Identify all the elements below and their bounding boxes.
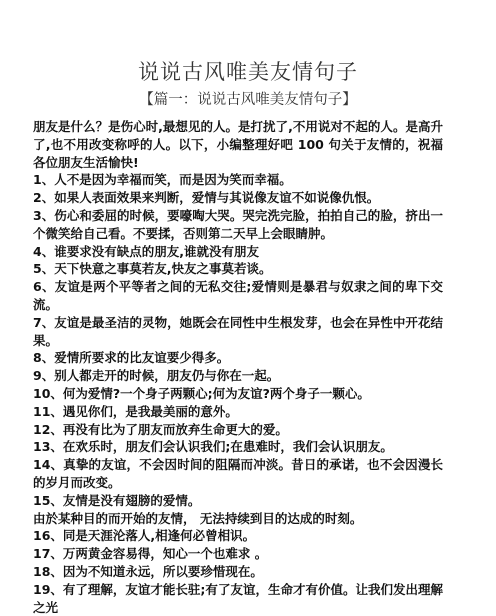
list-item: 17、万两黄金容易得，知心一个也难求 。	[33, 546, 268, 562]
list-item: 11、遇见你们，是我最美丽的意外。	[33, 403, 238, 419]
list-item: 由於某种目的而开始的友情， 无法持续到目的达成的时刻。	[33, 510, 363, 526]
list-item: 4、谁要求没有缺点的朋友,谁就没有朋友	[33, 243, 259, 259]
list-item: 19、有了理解，友谊才能长驻;有了友谊，生命才有价值。让我们发出理解之光	[33, 581, 443, 615]
list-item: 6、友谊是两个平等者之间的无私交往;爱情则是暴君与奴隶之间的卑下交流。	[33, 279, 443, 312]
list-item: 1、人不是因为幸福而笑，而是因为笑而幸福。	[33, 172, 292, 188]
list-item: 10、何为爱情?一个身子两颗心;何为友谊?两个身子一颗心。	[33, 385, 370, 401]
intro-paragraph: 朋友是什么？是伤心时,最想见的人。是打扰了,不用说对不起的人。是高升了,也不用改变称呼的人。以下，小编整理好吧 100 句关于友情的，祝福各位朋友生活愉快!	[33, 119, 443, 170]
list-item: 9、别人都走开的时候，朋友仍与你在一起。	[33, 368, 280, 384]
page-title: 说说古风唯美友情句子	[138, 60, 358, 84]
list-item: 14、真挚的友谊，不会因时间的阻隔而冲淡。昔日的承诺，也不会因漫长的岁月而改变。	[33, 457, 443, 490]
list-item: 16、同是天涯沦落人,相逢何必曾相识。	[33, 528, 256, 544]
list-item: 18、因为不知道永远，所以要珍惜现在。	[33, 563, 263, 579]
list-item: 2、如果人表面效果来判断，爱情与其说像友谊不如说像仇恨。	[33, 190, 380, 206]
list-item: 5、天下快意之事莫若友,快友之事莫若谈。	[33, 261, 272, 277]
list-item: 13、在欢乐时，朋友们会认识我们;在患难时，我们会认识朋友。	[33, 439, 393, 455]
list-item: 3、伤心和委屈的时候，要嚎啕大哭。哭完洗完脸，拍拍自己的脸，挤出一个微笑给自己看。不要揉，否则第二天早上会眼睛肿。	[33, 207, 443, 241]
list-item: 15、友情是没有翅膀的爱情。	[33, 492, 201, 508]
list-item: 8、爱情所要求的比友谊要少得多。	[33, 350, 230, 366]
section-heading: 【篇一：说说古风唯美友情句子】	[139, 92, 357, 108]
list-item: 7、友谊是最圣洁的灵物，她既会在同性中生根发芽，也会在异性中开花结果。	[33, 314, 443, 348]
article-body	[33, 118, 443, 616]
list-item: 12、再没有比为了朋友而放弃生命更大的爱。	[33, 421, 288, 437]
